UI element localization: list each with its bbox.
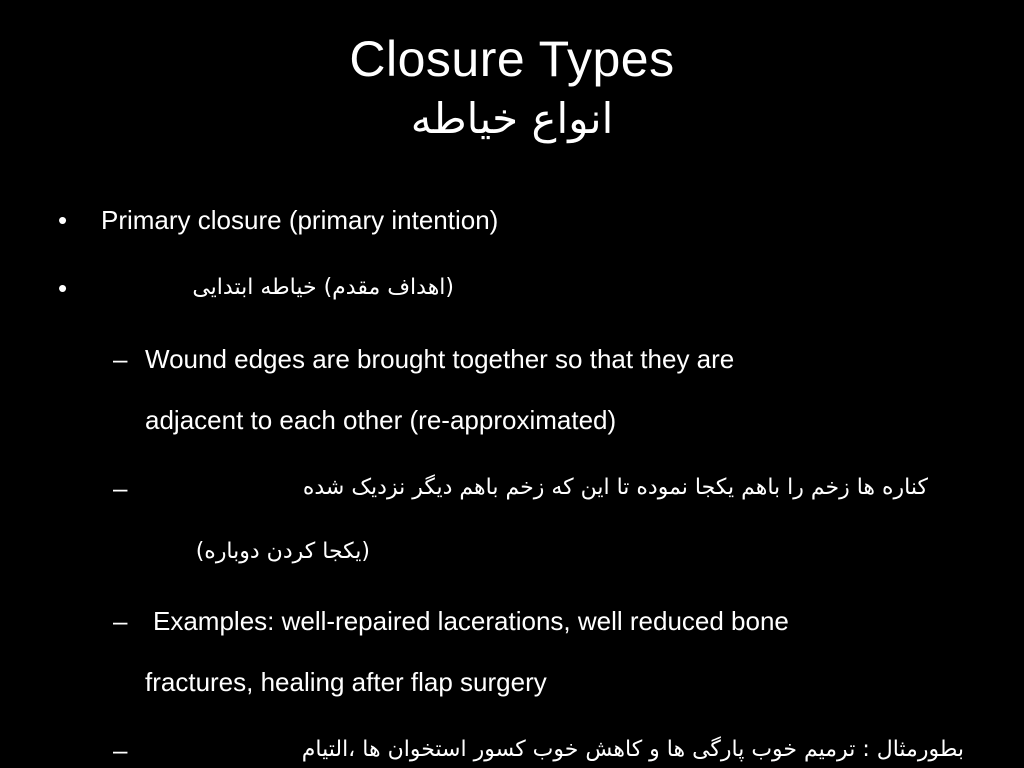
subitem-text-wound-edges-line1: Wound edges are brought together so that they are (145, 344, 735, 374)
subitem-text-persian-examples: بطورمثال : ترمیم خوب پارگی ها و کاهش خوب کسور استخوان ها ،التیام (301, 737, 964, 762)
bullet-marker: • (58, 205, 68, 235)
slide-title-persian: انواع خیاطه (410, 94, 614, 143)
subitem-text-wound-edges-line2: adjacent to each other (re-approximated) (145, 405, 617, 435)
title-block (0, 28, 1024, 148)
subitem-text-examples-line1: Examples: well-repaired lacerations, well reduced bone (153, 606, 789, 636)
subitem-text-examples-line2: fractures, healing after flap surgery (145, 667, 547, 697)
bullet-text-primary-closure: Primary closure (primary intention) (101, 205, 499, 235)
bullet-marker: • (58, 273, 68, 303)
subitem-marker: – (113, 473, 128, 503)
subitem-marker: – (113, 344, 128, 374)
subitem-text-persian-edges-line2: (یکجا کردن دوباره) (195, 539, 370, 564)
subitem-marker: – (113, 606, 128, 636)
bullet-text-persian-primary: (اهداف مقدم) خیاطه ابتدایی (192, 275, 454, 300)
slide-title: Closure Types (349, 31, 675, 87)
subitem-marker: – (113, 735, 128, 765)
subitem-text-persian-edges-line1: کناره ها زخم را باهم یکجا نموده تا این که زخم باهم دیگر نزدیک شده (302, 475, 928, 500)
